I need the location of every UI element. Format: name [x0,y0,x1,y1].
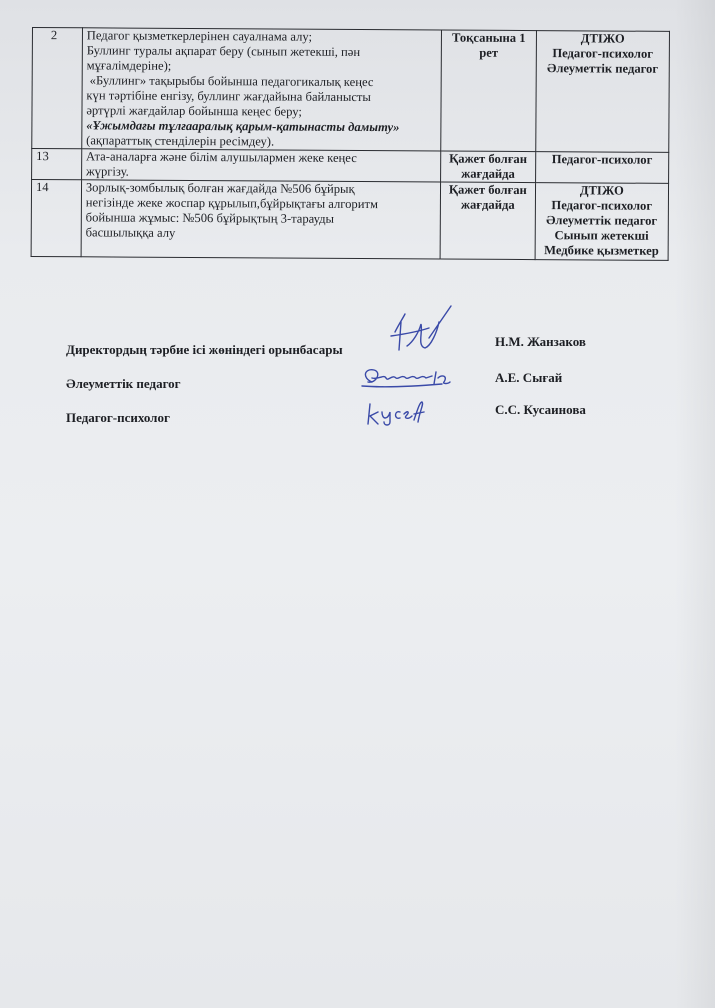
task-line: негізінде жеке жоспар құрылып,бұйрықтағы алгоритм [85,195,379,212]
task-line: басшылыққа алу [85,225,176,240]
task-line: Педагог қызметкерлерінен сауалнама алу; [86,28,313,44]
responsible-line: Сынып жетекші [554,228,649,243]
row-number: 14 [31,180,81,257]
task-line: бойынша жұмыс: №506 бұйрықтың 3-тарауды [85,210,335,226]
task-line: (ақпараттық стенділерін ресімдеу). [86,133,275,149]
task-line: Буллинг туралы ақпарат беру (сынып жетекші, пән [86,43,361,60]
signatory-name: Н.М. Жанзаков [495,334,586,349]
task-line: «Буллинг» тақырыбы бойынша педагогикалық кеңес [86,73,374,90]
row-number: 2 [32,28,83,149]
task-line: жүргізу. [85,164,129,179]
row-number: 13 [32,149,82,180]
responsible-line: Педагог-психолог [552,46,654,61]
term-line: Тоқсанына 1 [451,30,526,46]
responsible-line: Әлеуметтік педагог [546,213,658,228]
handwritten-signature [358,364,458,392]
signatory-name: С.С. Кусаинова [495,402,586,417]
task-line: мұғалімдеріне); [86,58,172,73]
signatory-name: А.Е. Сығай [495,370,563,385]
task-line: әртүрлі жағдайлар бойынша кеңес беру; [86,103,302,119]
signatory-title: Педагог-психолог [66,410,170,425]
responsible-line: Медбике қызметкер [544,243,659,258]
task-line: Зорлық-зомбылық болған жағдайда №506 бұйрық [85,180,355,196]
handwritten-signature [385,302,457,360]
term-line: жағдайда [461,166,515,181]
responsible-line: ДТІЖО [580,31,625,46]
responsible-line: Педагог-психолог [551,152,653,167]
task-line: күн тәртібіне енгізу, буллинг жағдайына байланысты [86,88,371,105]
task-line: Ата-аналарға және білім алушылармен жеке кеңес [86,149,357,165]
responsible-line: ДТІЖО [579,183,624,198]
handwritten-signature [364,398,430,428]
task-line-italic: «Ұжымдағы тұлғааралық қарым-қатынасты дамыту» [86,118,400,135]
responsible-line: Педагог-психолог [551,198,653,213]
signature-block [0,0,715,460]
term-line: рет [479,45,499,60]
term-line: Қажет болған [448,182,527,198]
signatory-title: Директордың тәрбие ісі жөніндегі орынбасары [66,342,343,357]
responsible-line: Әлеуметтік педагог [547,61,659,76]
term-line: Қажет болған [449,151,528,167]
term-line: жағдайда [460,197,515,212]
signatory-title: Әлеуметтік педагог [66,376,181,391]
